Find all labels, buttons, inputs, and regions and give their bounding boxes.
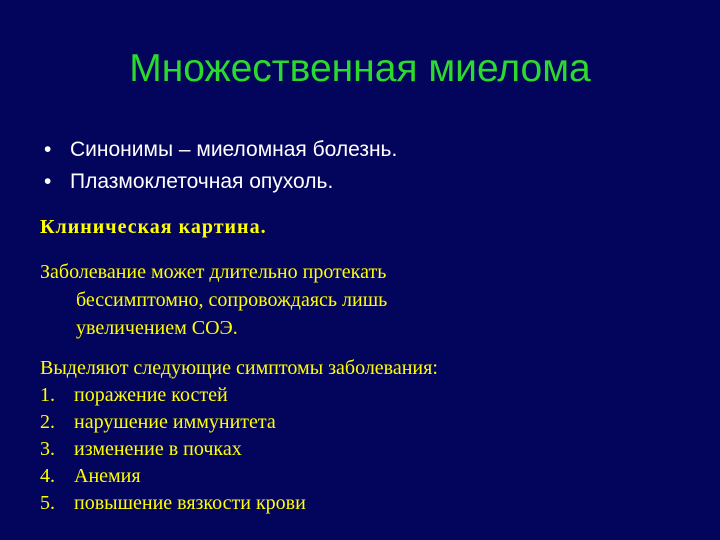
- bullet-marker: •: [44, 170, 52, 193]
- paragraph-line: увеличением СОЭ.: [76, 317, 238, 339]
- symptom-number: 1.: [40, 384, 55, 406]
- symptom-item: [40, 382, 438, 409]
- symptom-item: [40, 409, 438, 436]
- symptom-number: 2.: [40, 411, 55, 433]
- symptom-text: изменение в почках: [74, 438, 242, 460]
- symptom-item: [40, 490, 438, 517]
- symptoms-intro: Выделяют следующие симптомы заболевания:: [40, 357, 438, 379]
- bullet-marker: •: [44, 138, 52, 161]
- symptoms-section: [40, 355, 438, 517]
- symptom-item: [40, 436, 438, 463]
- symptom-number: 3.: [40, 438, 55, 460]
- symptom-text: Анемия: [74, 465, 141, 487]
- bullet-list: [44, 134, 397, 198]
- slide-title: Множественная миелома: [129, 47, 591, 90]
- paragraph-line: бессимптомно, сопровождаясь лишь: [76, 289, 388, 311]
- bullet-item: [44, 134, 397, 166]
- symptom-text: нарушение иммунитета: [74, 411, 276, 433]
- symptoms-list: [40, 382, 438, 517]
- symptom-item: [40, 463, 438, 490]
- symptom-text: повышение вязкости крови: [74, 492, 306, 514]
- symptom-number: 4.: [40, 465, 55, 487]
- paragraph-line: Заболевание может длительно протекать: [40, 261, 387, 283]
- bullet-item: [44, 166, 397, 198]
- bullet-text: Плазмоклеточная опухоль.: [70, 170, 334, 193]
- description-paragraph: [40, 258, 387, 342]
- symptom-text: поражение костей: [74, 384, 228, 406]
- symptom-number: 5.: [40, 492, 55, 514]
- clinical-heading: Клиническая картина.: [40, 216, 267, 238]
- bullet-text: Синонимы – миеломная болезнь.: [70, 138, 398, 161]
